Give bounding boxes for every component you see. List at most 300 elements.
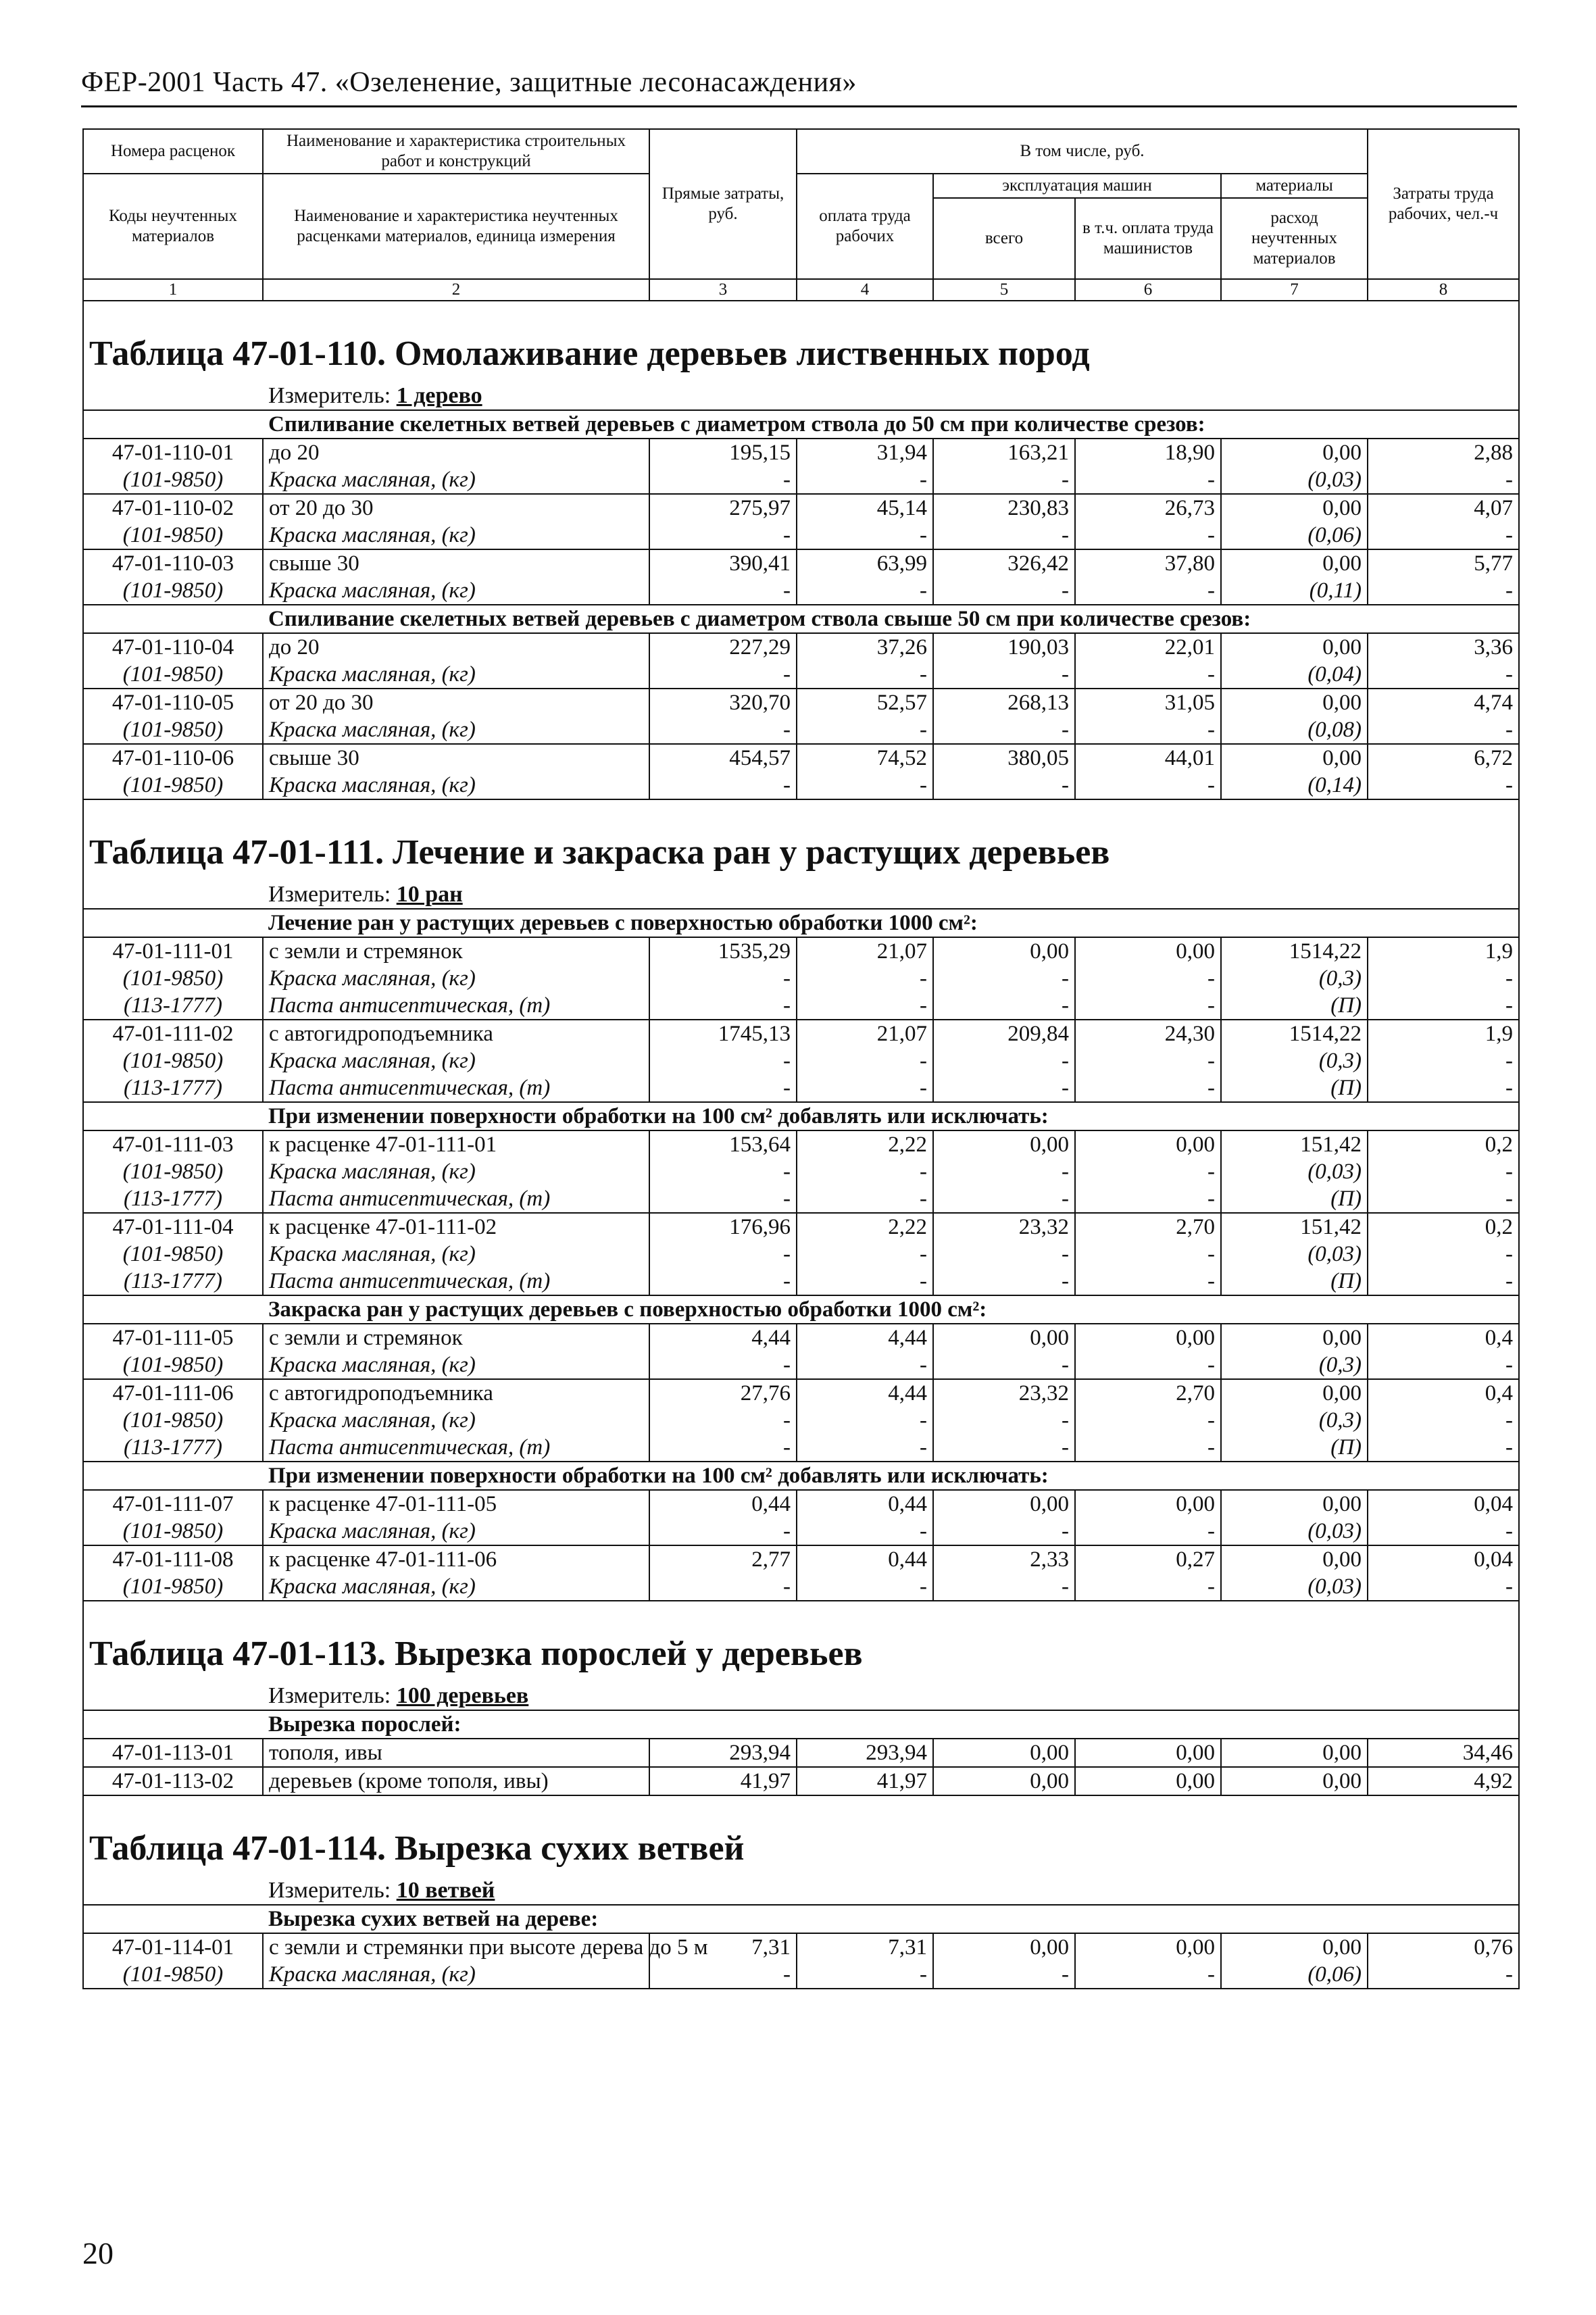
rate-code: 47-01-110-01 [83,439,263,466]
rate-value: 0,00 [1221,1933,1368,1961]
material-name: Краска масляная, (кг) [263,1047,649,1074]
material-value: - [1368,772,1519,799]
rate-value: 1514,22 [1221,1020,1368,1047]
rate-value: 0,76 [1368,1933,1519,1961]
material-name: Паста антисептическая, (т) [263,1074,649,1102]
material-code: (101-9850) [83,1158,263,1185]
rate-name: с автогидроподъемника [263,1379,649,1407]
page-number: 20 [82,2236,114,2270]
section-heading-row [83,1462,1519,1490]
material-code: (101-9850) [83,772,263,799]
material-value: - [933,772,1075,799]
material-value: - [933,1241,1075,1268]
rate-row [83,1130,1519,1158]
material-value: - [1075,1158,1221,1185]
material-value: - [797,1407,933,1434]
rate-row [83,1490,1519,1518]
rate-value: 190,03 [933,633,1075,661]
material-value: - [797,1573,933,1601]
rate-code: 47-01-111-03 [83,1130,263,1158]
rate-code: 47-01-111-08 [83,1545,263,1573]
rate-row [83,633,1519,661]
rate-value: 21,07 [797,1020,933,1047]
material-value: - [649,716,797,744]
rate-value: 23,32 [933,1379,1075,1407]
column-numbers-row [83,279,1519,301]
material-value: - [1368,1351,1519,1379]
col-materials: материалы [1221,174,1368,198]
rate-code: 47-01-111-07 [83,1490,263,1518]
rate-value: 163,21 [933,439,1075,466]
rate-value: 195,15 [649,439,797,466]
material-row [83,1158,1519,1185]
rate-value: 0,00 [1221,549,1368,577]
rate-value: 24,30 [1075,1020,1221,1047]
rate-value: 0,00 [1075,1324,1221,1351]
material-value: - [649,661,797,689]
material-row [83,1573,1519,1601]
material-value: - [933,1158,1075,1185]
rate-name: от 20 до 30 [263,689,649,716]
material-value: - [1368,716,1519,744]
price-table [82,128,1520,1989]
rate-value: 176,96 [649,1213,797,1241]
material-value: (П) [1221,1185,1368,1213]
material-value: (П) [1221,1268,1368,1295]
material-row [83,772,1519,799]
rate-value: 0,04 [1368,1545,1519,1573]
rate-value: 0,00 [1221,439,1368,466]
rate-row [83,1739,1519,1767]
rate-value: 2,77 [649,1545,797,1573]
material-value: (0,08) [1221,716,1368,744]
spacer [83,881,263,909]
material-value: - [797,716,933,744]
material-value: - [1075,716,1221,744]
measure-label: Измеритель: [268,383,397,408]
material-value: - [797,1434,933,1462]
material-value: - [649,772,797,799]
rate-value: 0,00 [1075,1130,1221,1158]
rate-value: 268,13 [933,689,1075,716]
rate-code: 47-01-111-02 [83,1020,263,1047]
column-number: 1 [83,279,263,301]
material-code: (101-9850) [83,965,263,992]
rate-code: 47-01-111-05 [83,1324,263,1351]
rate-code: 47-01-111-06 [83,1379,263,1407]
material-code: (113-1777) [83,1185,263,1213]
material-value: - [797,522,933,549]
col-codes: Коды неучтенных материалов [83,174,263,279]
table-title-row [83,301,1519,382]
rate-value: 5,77 [1368,549,1519,577]
col-name-bottom: Наименование и характеристика неучтенных расценками материалов, единица измерения [263,174,649,279]
material-value: - [1368,992,1519,1020]
rate-code: 47-01-114-01 [83,1933,263,1961]
material-name: Паста антисептическая, (т) [263,1434,649,1462]
spacer [83,1905,263,1933]
material-name: Краска масляная, (кг) [263,1158,649,1185]
material-value: - [649,466,797,494]
material-name: Краска масляная, (кг) [263,466,649,494]
section-heading-row [83,605,1519,633]
section-heading: Спиливание скелетных ветвей деревьев с диаметром ствола до 50 см при количестве срезов: [263,410,1519,439]
material-value: - [933,577,1075,605]
material-name: Краска масляная, (кг) [263,1241,649,1268]
rate-value: 2,33 [933,1545,1075,1573]
material-value: - [1368,1047,1519,1074]
material-value: - [1075,1573,1221,1601]
rate-value: 0,00 [1075,1767,1221,1795]
material-value: - [933,522,1075,549]
rate-value: 21,07 [797,937,933,965]
material-value: - [797,965,933,992]
rate-value: 0,00 [1221,689,1368,716]
material-row [83,1518,1519,1545]
rate-value: 293,94 [797,1739,933,1767]
section-heading: Вырезка порослей: [263,1710,1519,1739]
material-value: - [1368,1158,1519,1185]
rate-value: 74,52 [797,744,933,772]
material-value: - [1075,992,1221,1020]
material-value: - [933,965,1075,992]
rate-value: 0,4 [1368,1379,1519,1407]
material-value: (0,3) [1221,1407,1368,1434]
rate-row [83,937,1519,965]
material-value: - [649,1961,797,1989]
measure-value: 1 дерево [396,383,482,408]
rate-value: 1745,13 [649,1020,797,1047]
running-header: ФЕР-2001 Часть 47. «Озеленение, защитные лесонасаждения» [81,66,1517,107]
rate-value: 0,00 [1075,1490,1221,1518]
rate-value: 0,00 [933,1933,1075,1961]
material-value: (0,03) [1221,1573,1368,1601]
section-heading: Лечение ран у растущих деревьев с поверхностью обработки 1000 см²: [263,909,1519,937]
material-row [83,965,1519,992]
rate-value: 18,90 [1075,439,1221,466]
spacer [83,1295,263,1324]
material-value: - [649,1185,797,1213]
section-heading: При изменении поверхности обработки на 100 см² добавлять или исключать: [263,1462,1519,1490]
rate-value: 2,70 [1075,1379,1221,1407]
material-code: (101-9850) [83,1573,263,1601]
material-value: (0,03) [1221,1158,1368,1185]
material-value: (0,3) [1221,965,1368,992]
material-code: (113-1777) [83,992,263,1020]
rate-code: 47-01-111-01 [83,937,263,965]
material-value: - [933,1047,1075,1074]
material-value: - [797,661,933,689]
rate-value: 454,57 [649,744,797,772]
rate-value: 0,00 [1221,494,1368,522]
rate-value: 293,94 [649,1739,797,1767]
material-value: - [933,1407,1075,1434]
material-code: (101-9850) [83,1518,263,1545]
column-number: 8 [1368,279,1519,301]
measure-row [83,1683,1519,1710]
material-value: (П) [1221,1434,1368,1462]
measure-row [83,1877,1519,1905]
rate-row [83,439,1519,466]
rate-value: 0,4 [1368,1324,1519,1351]
table-title-row [83,1795,1519,1877]
material-row [83,1351,1519,1379]
material-value: - [797,772,933,799]
rate-value: 0,00 [1221,1739,1368,1767]
rate-value: 4,74 [1368,689,1519,716]
rate-row [83,1767,1519,1795]
column-number: 3 [649,279,797,301]
column-number: 7 [1221,279,1368,301]
rate-row [83,1933,1519,1961]
material-value: - [797,577,933,605]
material-value: - [1368,577,1519,605]
material-value: (0,03) [1221,466,1368,494]
rate-value: 0,00 [933,937,1075,965]
material-value: - [1368,1185,1519,1213]
rate-value: 6,72 [1368,744,1519,772]
material-value: - [933,1185,1075,1213]
rate-value: 151,42 [1221,1213,1368,1241]
section-heading-row [83,410,1519,439]
rate-value: 2,88 [1368,439,1519,466]
material-value: - [1075,965,1221,992]
material-value: - [933,1961,1075,1989]
rate-code: 47-01-110-06 [83,744,263,772]
material-value: - [1075,661,1221,689]
column-number: 6 [1075,279,1221,301]
measure [263,1877,1519,1905]
spacer [83,1102,263,1130]
material-value: - [797,1074,933,1102]
rate-value: 3,36 [1368,633,1519,661]
rate-value: 0,00 [1075,1933,1221,1961]
rate-code: 47-01-111-04 [83,1213,263,1241]
rate-value: 209,84 [933,1020,1075,1047]
measure-label: Измеритель: [268,882,397,907]
rate-value: 0,00 [933,1130,1075,1158]
measure-value: 100 деревьев [396,1683,529,1708]
col-machines: эксплуатация машин [933,174,1221,198]
material-value: - [649,1268,797,1295]
material-value: (0,06) [1221,522,1368,549]
rate-value: 326,42 [933,549,1075,577]
measure-value: 10 ран [396,882,463,907]
rate-name: с автогидроподъемника [263,1020,649,1047]
material-row [83,1074,1519,1102]
spacer [83,909,263,937]
material-code: (101-9850) [83,1407,263,1434]
material-value: (0,11) [1221,577,1368,605]
material-value: - [1075,1074,1221,1102]
column-number: 5 [933,279,1075,301]
section-heading-row [83,1905,1519,1933]
rate-name: до 20 [263,439,649,466]
material-value: - [1368,1407,1519,1434]
rate-value: 31,05 [1075,689,1221,716]
material-code: (101-9850) [83,1351,263,1379]
rate-value: 7,31 [797,1933,933,1961]
col-machines-labor: в т.ч. оплата труда машинистов [1075,198,1221,279]
material-name: Паста антисептическая, (т) [263,1268,649,1295]
rate-row [83,1020,1519,1047]
rate-value: 2,22 [797,1130,933,1158]
section-heading-row [83,1295,1519,1324]
material-code: (101-9850) [83,661,263,689]
material-row [83,992,1519,1020]
material-value: (0,04) [1221,661,1368,689]
material-row [83,1407,1519,1434]
material-name: Паста антисептическая, (т) [263,1185,649,1213]
material-value: - [797,1158,933,1185]
rate-value: 0,00 [933,1739,1075,1767]
material-code: (101-9850) [83,1047,263,1074]
table-title: Таблица 47-01-110. Омолаживание деревьев лиственных пород [83,301,1519,382]
material-value: - [797,1351,933,1379]
material-name: Паста антисептическая, (т) [263,992,649,1020]
material-value: - [933,992,1075,1020]
col-incl: В том числе, руб. [797,129,1368,174]
rate-name: от 20 до 30 [263,494,649,522]
material-row [83,1241,1519,1268]
material-value: - [1075,1961,1221,1989]
rate-value: 0,00 [933,1767,1075,1795]
rate-value: 0,00 [933,1324,1075,1351]
rate-value: 0,00 [1221,1324,1368,1351]
material-row [83,1185,1519,1213]
rate-value: 34,46 [1368,1739,1519,1767]
spacer [83,605,263,633]
material-value: (П) [1221,1074,1368,1102]
rate-value: 7,31 [649,1933,797,1961]
col-mat-cons: расход неучтенных материалов [1221,198,1368,279]
material-name: Краска масляная, (кг) [263,1961,649,1989]
rate-value: 153,64 [649,1130,797,1158]
rate-value: 4,44 [797,1379,933,1407]
section-heading: При изменении поверхности обработки на 100 см² добавлять или исключать: [263,1102,1519,1130]
material-value: - [933,716,1075,744]
rate-value: 0,2 [1368,1213,1519,1241]
material-value: - [1075,1434,1221,1462]
rate-value: 380,05 [933,744,1075,772]
rate-row [83,689,1519,716]
rate-value: 4,44 [797,1324,933,1351]
rate-name: к расценке 47-01-111-06 [263,1545,649,1573]
material-value: - [1368,965,1519,992]
section-heading: Вырезка сухих ветвей на дереве: [263,1905,1519,1933]
material-value: - [933,1518,1075,1545]
material-value: (П) [1221,992,1368,1020]
rate-value: 0,00 [933,1490,1075,1518]
rate-value: 26,73 [1075,494,1221,522]
section-heading-row [83,909,1519,937]
section-heading-row [83,1102,1519,1130]
material-name: Краска масляная, (кг) [263,1518,649,1545]
material-code: (113-1777) [83,1268,263,1295]
column-number: 2 [263,279,649,301]
rate-value: 41,97 [649,1767,797,1795]
rate-value: 1,9 [1368,1020,1519,1047]
material-value: - [1368,1268,1519,1295]
rate-row [83,494,1519,522]
material-row [83,1268,1519,1295]
material-value: - [1368,661,1519,689]
rate-name: с земли и стремянок [263,937,649,965]
rate-value: 0,00 [1221,1767,1368,1795]
rate-row [83,1213,1519,1241]
material-code: (113-1777) [83,1074,263,1102]
rate-code: 47-01-113-01 [83,1739,263,1767]
rate-value: 390,41 [649,549,797,577]
rate-value: 0,44 [797,1490,933,1518]
column-number: 4 [797,279,933,301]
material-value: - [933,466,1075,494]
material-value: - [933,1434,1075,1462]
spacer [83,1877,263,1905]
rate-value: 1514,22 [1221,937,1368,965]
rate-name: до 20 [263,633,649,661]
table-title: Таблица 47-01-111. Лечение и закраска ран у растущих деревьев [83,799,1519,881]
material-value: - [797,1047,933,1074]
measure [263,881,1519,909]
material-value: - [933,1268,1075,1295]
col-labor-cost: Затраты труда рабочих, чел.-ч [1368,129,1519,279]
rate-value: 37,80 [1075,549,1221,577]
material-value: - [1368,1961,1519,1989]
material-name: Краска масляная, (кг) [263,1351,649,1379]
rate-value: 0,00 [1221,1490,1368,1518]
rate-value: 23,32 [933,1213,1075,1241]
material-name: Краска масляная, (кг) [263,1407,649,1434]
material-value: - [649,522,797,549]
material-name: Краска масляная, (кг) [263,772,649,799]
rate-code: 47-01-113-02 [83,1767,263,1795]
material-value: (0,06) [1221,1961,1368,1989]
rate-value: 275,97 [649,494,797,522]
rate-value: 230,83 [933,494,1075,522]
rate-value: 63,99 [797,549,933,577]
material-value: - [649,1407,797,1434]
material-value: (0,3) [1221,1351,1368,1379]
material-code: (101-9850) [83,1961,263,1989]
rate-value: 45,14 [797,494,933,522]
material-code: (101-9850) [83,716,263,744]
material-code: (101-9850) [83,522,263,549]
col-labor: оплата труда рабочих [797,174,933,279]
material-value: - [649,1241,797,1268]
material-value: - [649,1518,797,1545]
material-value: (0,14) [1221,772,1368,799]
rate-value: 44,01 [1075,744,1221,772]
material-code: (101-9850) [83,1241,263,1268]
table-title-row [83,1601,1519,1683]
rate-value: 2,22 [797,1213,933,1241]
material-value: - [933,1074,1075,1102]
material-value: - [933,1351,1075,1379]
material-row [83,716,1519,744]
spacer [83,382,263,410]
rate-value: 0,04 [1368,1490,1519,1518]
material-value: - [649,1434,797,1462]
material-name: Краска масляная, (кг) [263,522,649,549]
material-row [83,1434,1519,1462]
rate-value: 0,00 [1221,1545,1368,1573]
material-value: - [797,1241,933,1268]
measure-label: Измеритель: [268,1878,397,1903]
rate-code: 47-01-110-05 [83,689,263,716]
rate-row [83,1324,1519,1351]
rate-value: 37,26 [797,633,933,661]
